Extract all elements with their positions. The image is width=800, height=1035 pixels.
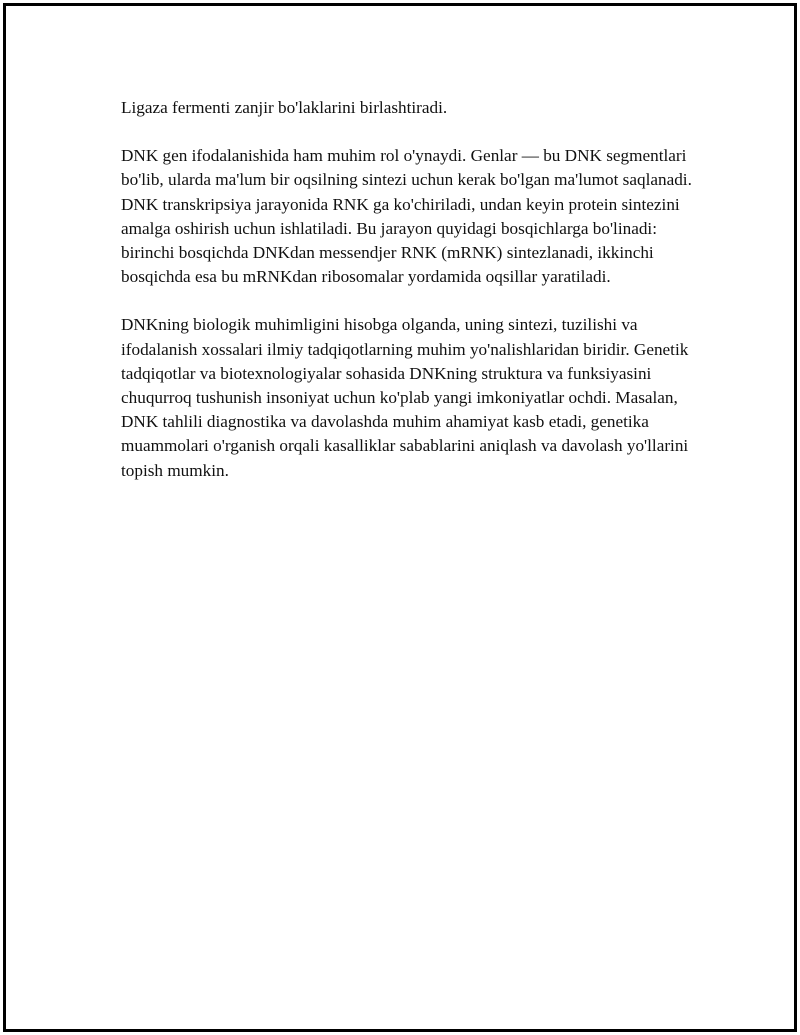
paragraph-ligaza: Ligaza fermenti zanjir bo'laklarini birlashtiradi. bbox=[121, 98, 448, 117]
paragraph-biologik-muhimlik: DNKning biologik muhimligini hisobga olganda, uning sintezi, tuzilishi va ifodalanish xossalari ilmiy tadqiqotlarning muhim yo'nalishlaridan biridir. Genetik tadqiqotlar va biotexnologiyalar sohasida DNKning struktura va funksiyasini chuqurroq tushunish insoniyat uchun ko'plab yangi imkoniyatlar ochdi. Masalan, DNK tahlili diagnostika va davolashda muhim ahamiyat kasb etadi, genetika muammolari o'rganish orqali kasalliklar sabablarini aniqlash va davolash yo'llarini topish mumkin. bbox=[121, 315, 689, 480]
paragraph-gen-ifodalanishi: DNK gen ifodalanishida ham muhim rol o'ynaydi. Genlar — bu DNK segmentlari bo'lib, ularda ma'lum bir oqsilning sintezi uchun kerak bo'lgan ma'lumot saqlanadi. DNK transkripsiya jarayonida RNK ga ko'chiriladi, undan keyin protein sintezini amalga oshirish uchun ishlatiladi. Bu jarayon quyidagi bosqichlarga bo'linadi: birinchi bosqichda DNKdan messendjer RNK (mRNK) sintezlanadi, ikkinchi bosqichda esa bu mRNKdan ribosomalar yordamida oqsillar yaratiladi. bbox=[121, 146, 692, 287]
document-body bbox=[121, 96, 701, 507]
page-frame bbox=[3, 3, 797, 1032]
